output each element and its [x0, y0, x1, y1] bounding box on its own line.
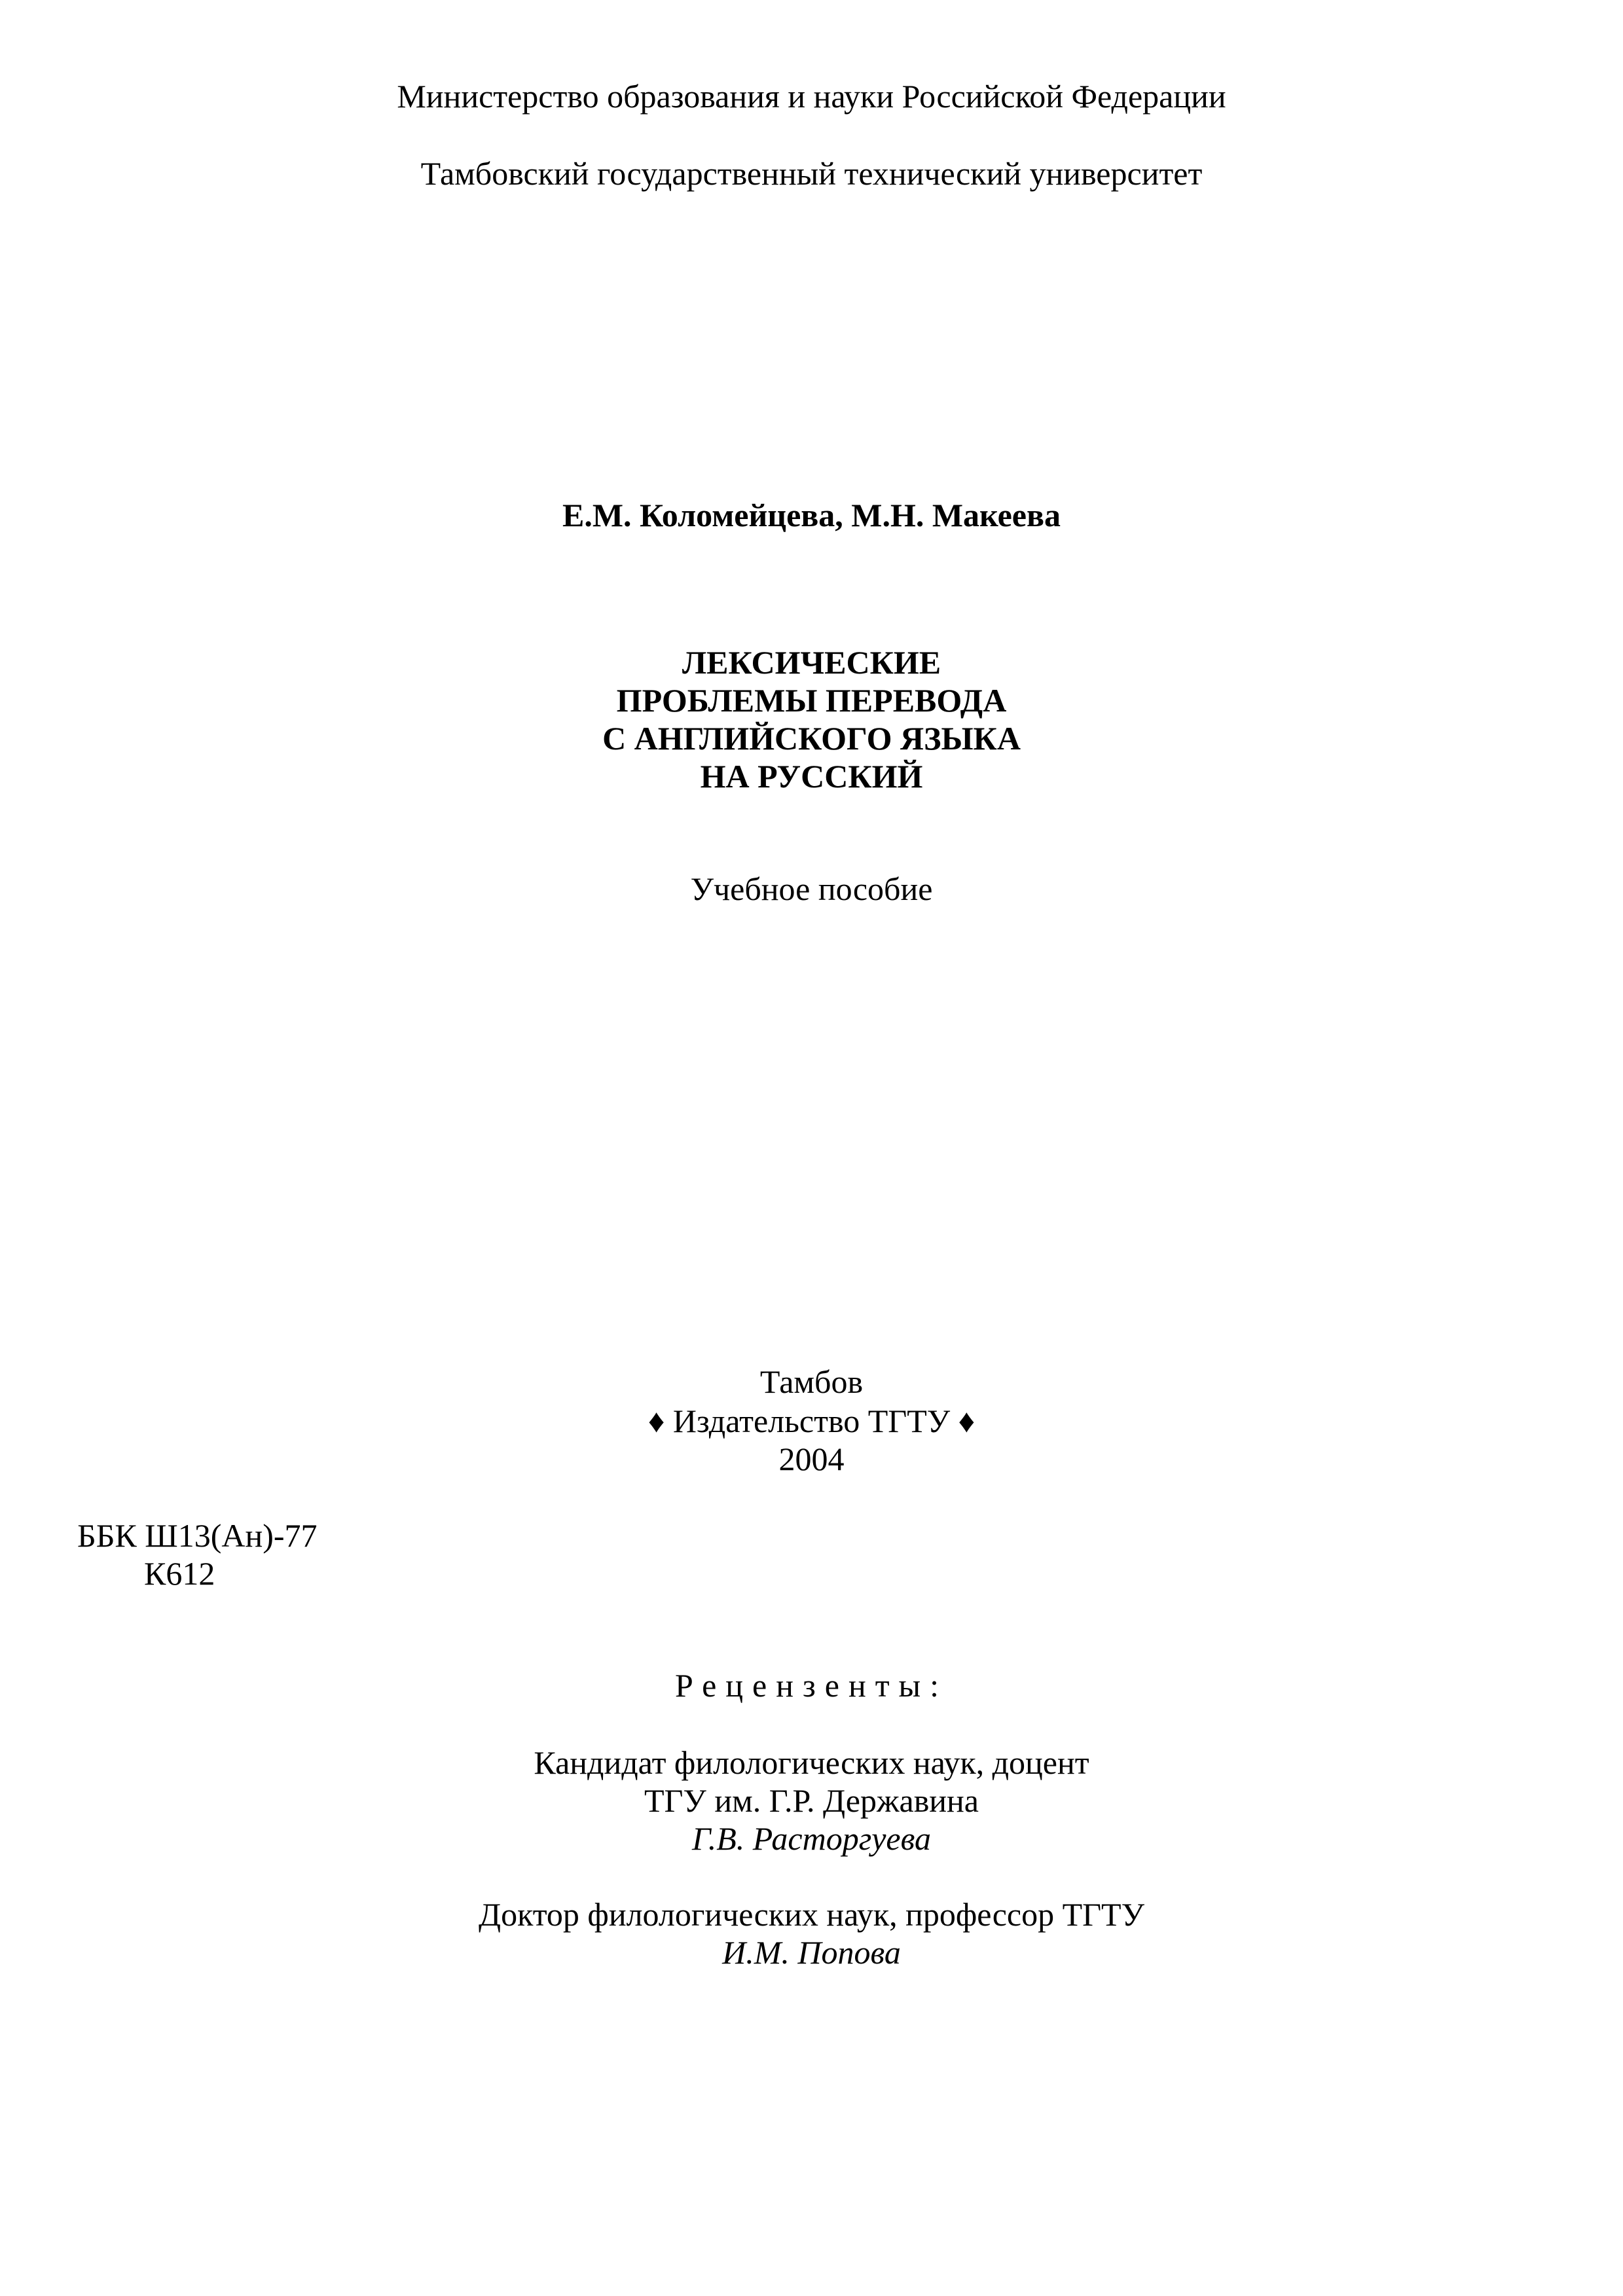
subtitle: Учебное пособие: [690, 870, 933, 907]
author-mark: К612: [144, 1555, 215, 1592]
reviewer-1-affiliation: ТГУ им. Г.Р. Державина: [644, 1782, 979, 1819]
university-line: Тамбовский государственный технический университет: [420, 155, 1203, 192]
reviewers-heading: Рецензенты:: [674, 1667, 949, 1704]
reviewer-1-name: Г.В. Расторгуева: [692, 1820, 931, 1857]
imprint-publisher: ♦ Издательство ТГТУ ♦: [647, 1403, 976, 1439]
title-line: ЛЕКСИЧЕСКИЕ: [682, 644, 941, 681]
reviewer-2-title: Доктор филологических наук, профессор ТГТУ: [479, 1896, 1144, 1933]
reviewer-1-title: Кандидат филологических наук, доцент: [534, 1744, 1089, 1781]
imprint-year: 2004: [778, 1441, 845, 1477]
title-line: С АНГЛИЙСКОГО ЯЗЫКА: [602, 720, 1021, 757]
reviewer-2-name: И.М. Попова: [722, 1934, 901, 1971]
ministry-line: Министерство образования и науки Российской Федерации: [397, 78, 1226, 115]
bbk-code: ББК Ш13(Ан)-77: [77, 1517, 318, 1554]
authors: Е.М. Коломейцева, М.Н. Макеева: [562, 497, 1061, 533]
title-line: ПРОБЛЕМЫ ПЕРЕВОДА: [616, 682, 1007, 719]
imprint-city: Тамбов: [759, 1363, 864, 1400]
title-line: НА РУССКИЙ: [700, 758, 923, 795]
